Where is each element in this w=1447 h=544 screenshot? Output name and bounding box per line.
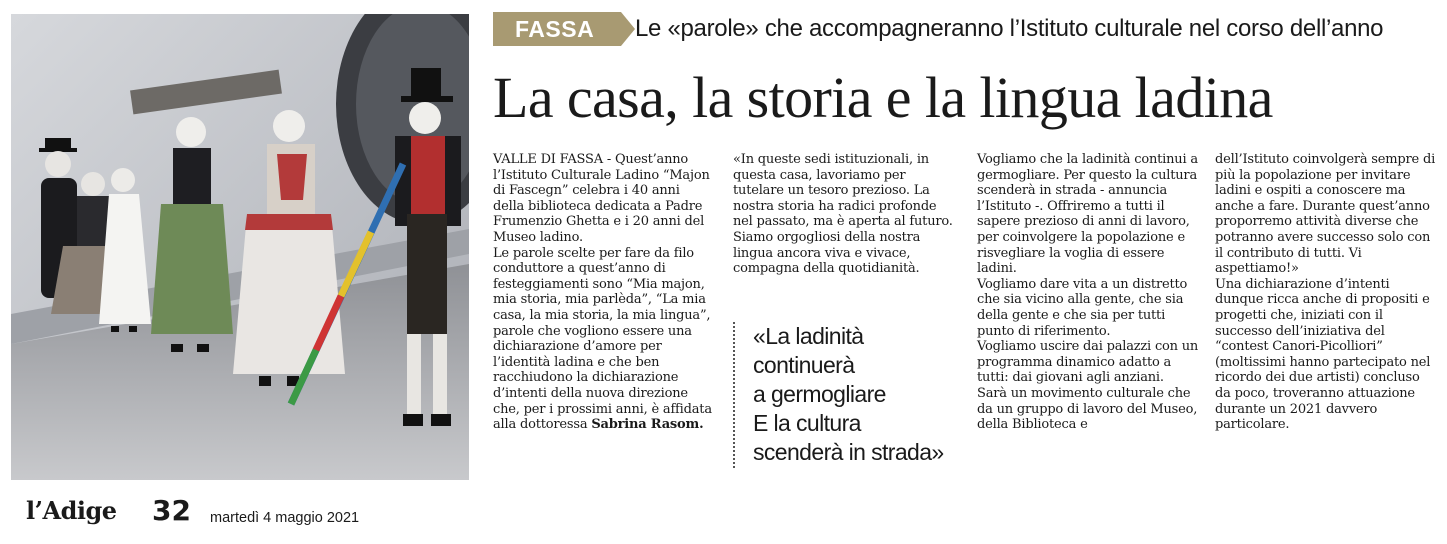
paragraph: «In queste sedi istituzionali, in questa casa, lavoriamo per tutelare un tesoro prezioso. La nostra storia ha radici profonde nel passato, ma è aperta al futuro. Siamo orgogliosi della nostra lingua ancora viva e vivace, compagna della quotidianità. bbox=[733, 152, 953, 277]
headline: La casa, la storia e la lingua ladina bbox=[493, 65, 1273, 130]
paragraph: VALLE DI FASSA - Quest’anno l’Istituto Culturale Ladino “Majon di Fascegn” celebra i 40 anni della biblioteca dedicata a Padre Frumenzio Ghetta e i 20 anni del Museo ladino. bbox=[493, 152, 710, 245]
paragraph: Vogliamo dare vita a un distretto che sia vicino alla gente, che sia della gente e che sia per tutti punto di riferimento. bbox=[977, 276, 1188, 339]
article-column-1 bbox=[493, 152, 713, 433]
pull-quote bbox=[733, 322, 944, 468]
paragraph: Sarà un movimento culturale che da un gruppo di lavoro del Museo, della Biblioteca e bbox=[977, 385, 1198, 433]
article-column-2 bbox=[733, 152, 955, 277]
article-photo bbox=[11, 14, 469, 480]
page-number: 32 bbox=[152, 494, 191, 527]
article-column-3 bbox=[977, 152, 1199, 433]
paragraph: Vogliamo che la ladinità continui a germogliare. Per questo la cultura scenderà in strada - annuncia l’Istituto -. Offriremo a tutti il sapere prezioso di anni di lavoro, per coinvolgere la popolazione e risvegliare la voglia di essere ladini. bbox=[977, 152, 1198, 277]
newspaper-logo: l’Adige bbox=[26, 496, 117, 525]
paragraph: dell’Istituto coinvolgerà sempre di più la popolazione per invitare ladini e ospiti a conoscere ma anche a fare. Durante quest’anno proporremo attività diverse che potranno avere successo solo con il contributo di tutti. Vi aspettiamo!» bbox=[1215, 152, 1436, 277]
article-column-4 bbox=[1215, 152, 1437, 433]
paragraph: Una dichiarazione d’intenti dunque ricca anche di propositi e progetti che, iniziati con il successo dell’iniziativa del “contest Canori-Picolliori” (moltissimi hanno partecipato nel ricordo dei due artisti) concluso da poco, troveranno attuazione durante un 2021 davvero particolare. bbox=[1215, 276, 1431, 433]
section-tag: FASSA bbox=[493, 12, 621, 46]
issue-date: martedì 4 maggio 2021 bbox=[210, 510, 360, 526]
author-name: Sabrina Rasom. bbox=[591, 417, 704, 433]
kicker-text: Le «parole» che accompagneranno l’Istituto culturale nel corso dell’anno bbox=[635, 15, 1384, 42]
pull-quote-text: «La ladinità continuerà a germogliare E la cultura scenderà in strada» bbox=[753, 323, 944, 465]
paragraph: Le parole scelte per fare da filo conduttore a quest’anno di festeggiamenti sono “Mia majon, mia storia, mia parlèda”, “La mia casa, la mia storia, la mia lingua”, parole che vogliono essere una dichiarazione d’amore per l’identità ladina e che ben racchiudono la dichiarazione d’intenti della nuova direzione che, per i prossimi anni, è affidata alla dottoressa Sabrina Rasom. bbox=[493, 245, 712, 433]
paragraph: Vogliamo uscire dai palazzi con un programma dinamico adatto a tutti: dai giovani agli anziani. bbox=[977, 339, 1199, 386]
museum-costumes-photo bbox=[11, 14, 469, 480]
